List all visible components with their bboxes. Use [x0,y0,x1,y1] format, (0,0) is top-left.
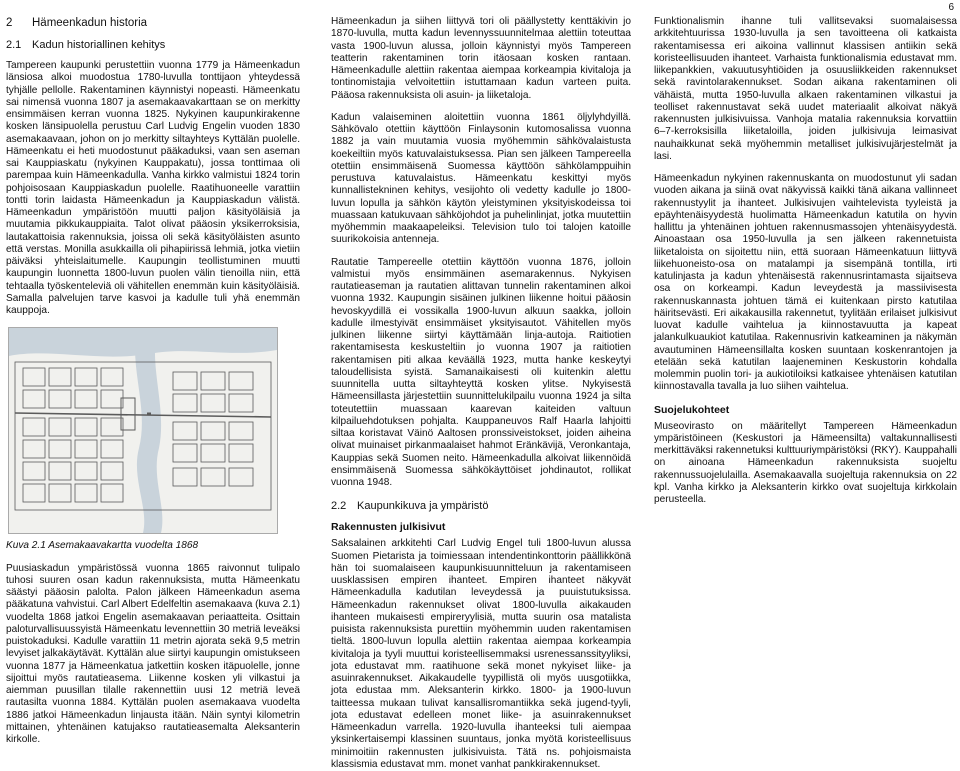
text-column-1 [6,16,300,747]
town-plan-map-drawing [9,328,277,533]
heading-main-number: 2 [6,17,13,29]
heading-section-2-2-number: 2.2 [331,500,347,513]
heading-section-2-2 [331,499,631,513]
paragraph: Hämeenkadun ja siihen liittyvä tori oli päällystetty kenttäkivin jo 1870-luvulla, mutta kadun levennyssuunnitelmaa alettiin toteuttaa vasta 1900-luvun alussa, jolloin käynnistyi myös Tampereen teatterin rakentaminen torin itäosaan kosken rantaan. Hämeenkadulle alettiin rakentaa aiempaa korkeampia kivitaloja ja tontinomistajia velvoitettiin istuttamaan kadun varteen puita. Pääosa rakennuksista oli asuin- ja liiketaloja. [331,16,631,101]
heading-section-2-2-title: Kaupunkikuva ja ympäristö [357,500,489,513]
paragraph: Hämeenkadun nykyinen rakennuskanta on muodostunut yli sadan vuoden aikana ja siinä ovat näkyvissä kaikki tänä aikana vallinneet rakennustyylit ja ihanteet. Julkisivujen vaihtelevista tyyleistä ja epäyhtenäisyydestä huolimatta Hämeenkadun katutila on hyvin hallittu ja yhtenäinen johtuen rakennusmassojen yhtenäisyydestä. Ainoastaan osa 1950-luvulla ja sen jälkeen rakennetuista liiketaloista on sijoitettu niin, että suoraan Hämeenkatuun liittyvä liikehuoneisto-osa on matalampi ja sisempänä tontilla, irti katulinjasta ja kadun yhtenäisestä rakennusrintamasta sijaitseva osa on korkeampi. Kadun leveydestä ja massiivisesta rakennuskannasta johtuen tämä ei kuitenkaan pirsto katutilaa häiritsevästi. Eri aikakausilla rakennetut, tyylitään erilaiset julkisivut luovat kadulle vaihtelua ja kiinnostavuutta ja kapeat jalankulkuaukiot katutilaa. Rakennusrivin katkeaminen ja näkymän avautuminen Hämeensillalta kosken suuntaan koskenrantojen ja etelään sekä katutilan laajeneminen Keskustorin kohdalla molemmin puolin tori- ja aukiotiloiksi katkaisee yhtenäisen katutilan kiinnostavalla tavalla ja luo siihen vaihtelua. [654,173,957,393]
paragraph: Saksalainen arkkitehti Carl Ludvig Engel tuli 1800-luvun alussa Suomen Pietarista ja toimiessaan intendentinkonttorin päällikkönä hän toi suomalaiseen kaupunkisuunnitteluun ja rakentamiseen uusklassisen empiren ihanteet. Empiren ihanteet näkyvät Hämeenkadulla kadutilan leveydessä ja puuistutuksissa. Hämeenkadun rakennukset olivat 1800-luvulla aikakauden ihanteen mukaisesti empireryylisiä, mutta suurin osa matalista puisista rakennuksista purettiin myöhemmin uuden rakentamisen tieltä. 1800-luvun lopulla alettiin rakentaa aiempaa korkeampia kivitaloja ja tyyli muuttui koristeellisemmaksi usrenessanssityyliksi, jota edustavat mm. raatihuone sekä monet nykyiset liike- ja asuinrakennukset. Aikakaudelle tyypillistä oli myös uusgotiikka, jota edustaa mm. Aleksanterin kirkko. 1800- ja 1900-luvun taitteessa mukaan tulivat kansallisromantiikka sekä jugend-tyyli, jota edustavat edelleen monet liike- ja asuinrakennukset Hämeenkadun varrella. 1920-luvulla ihanteeksi tuli aiempaa yksinkertaisempi klassinen suuntaus, jonka myötä koristeellisuus minimoitiin rakennusten julkisivuista. Tätä ns. pohjoismaista klassismia edustavat mm. monet vanhat pankkirakennukset. [331,538,631,770]
heading-facades: Rakennusten julkisivut [331,521,446,534]
heading-main-title: Hämeenkadun historia [32,17,148,29]
town-plan-map-image [8,327,278,534]
text-column-3 [654,16,957,747]
heading-main [6,16,300,30]
paragraph: Museovirasto on määritellyt Tampereen Hämeenkadun ympäristöineen (Keskustori ja Hämeensilta) valtakunnallisesti merkittäväksi rakennetuksi kulttuuriympäristöksi (RKY). Kauppahalli on ainoana Hämeenkadun rakennuksista suojeltu rakennussuojelulailla. Asemakaavalla suojeltuja rakennuksia on 22 kpl. Vanha kirkko ja Aleksanterin kirkko ovat suojeltuja kirkkolain perusteella. [654,420,957,505]
paragraph: Rautatie Tampereelle otettiin käyttöön vuonna 1876, jolloin valmistui myös ensimmäinen asemarakennus. Nykyisen rautatieaseman ja rautatien alittavan tunnelin rakentaminen alkoi vuonna 1932. Kaupungin sisäinen julkinen liikenne hoitui pääosin hevoskyydillä ei vossikalla 1900-luvun alkuun saakka, jolloin kadulle ilmestyivät ensimmäiset yksityisautot. Vähitellen myös julkinen liikenne siirtyi käyttämään linja-autoja. Raitiotien rakentamisesta keskusteltiin jo vuonna 1907 ja raitiotien rakentamisen piti alkaa keväällä 1923, mutta hanke keskeytyi taloudellisista syistä. Samanaikaisesti oli kuitenkin alettu suunnitella uutta siltayhteyttä kosken ylitse. Nykyisestä Hämeensillasta järjestettiin suunnittelukilpailu vuonna 1924 ja silta toteutettiin muassaan kaarevan kaiteiden valtuun kilpailuehdotuksen pohjalta. Kauppaneuvos Ralf Haarla lahjoitti siltaa koristavat Väinö Aaltosen pronssiveistokset, joiden aiheina olivat muinaiset pirkanmaalaiset hahmot Eränkävijä, Veronkantaja, Kauppias sekä Suomen neito. Hämeenkadulla alkoivat liikennöidä ensimmäisenä Suomessa sähkökäyttöiset johdinautot, rollikat vuonna 1948. [331,256,631,488]
heading-section-2-1-number: 2.1 [6,39,22,51]
paragraph: Funktionalismin ihanne tuli vallitsevaksi suomalaisessa arkkitehtuurissa 1930-luvulla ja sen tavoitteena oli katkaista rakentamisessa eri aikoina vallinnut klassisen antiikin sekä koristeellisuuden ihanteet. Varhaista funktionalismia edustavat mm. liikepankkien, vakuutusyhtiöiden ja osuusliikkeiden rakennukset sekä ravintolarakennukset. Sodan aikana rakentaminen oli vähäistä, mutta 1950-luvulla alkaen rakentaminen vilkastui ja teolliset rakennustavat sekä uudet materiaalit alkoivat näkyä rakennusten julkisivuissa. Vanhoja mataIia rakennuksia korvattiin 6–7-kerroksisilla liiketaloilla, joiden julkisivuja leimasivat nauhaikkunat sekä myöhemmin metalliset julkisivujärjestelmät ja lasi. [654,16,957,162]
text-column-2 [331,16,631,770]
paragraph: Tampereen kaupunki perustettiin vuonna 1779 ja Hämeenkadun länsiosa alkoi muodostua 1780-luvulla tonttijaon yhteydessä tyhjälle pellolle. Rakentaminen käynnistyi nopeasti. Hämeenkatu sai nimensä vuonna 1807 ja asemakaavakarttaan se on merkitty ensimmäisen kerran vuonna 1825. Nykyinen kaupunkirakenne kosken länsipuolella perustuu Carl Ludvig Engelin vuoden 1830 asemakaavaan, johon on jo merkitty siltayhteys Kyttälän puolelle. Hämeenkatu ei heti muodostunut pääkaduksi, vaan sen aseman sai Kauppiaskatu (nykyinen Kauppakatu), jossa tonttimaa oli parempaa kuin Hämeenkadulla. Vanha kirkko valmistui 1824 torin pohjoisosaan Kauppiaskadun puolelle. Raatihuoneelle varattiin tontti torin laidasta Hämeenkadun ja Kauppiaskadun välistä. Hämeenkadun ympäristöön muutti paljon käsityöläisiä ja muutamia pikkukauppiaita. Talot olivat pääosin yksikerroksisia, lautakattoisia rakennuksia, joissa oli sekä käsityöläisten asunto että verstas. Monilla asukkailla oli pihapiirissä lehmiä, jotka vietiin päiväksi yhteislaitumelle. Kaupungin teollistuminen muutti kaupungin luonnetta 1800-luvun puolen välin tienoilla niin, että tehtaalla työskenteleviä oli vähitellen enemmän kuin käsityöläisiä. Samalla palvelujen tarve kasvoi ja kadulle tuli yhä enemmän kauppoja. [6,60,300,316]
heading-protected-sites: Suojelukohteet [654,403,730,416]
paragraph: Kadun valaiseminen aloitettiin vuonna 1861 öljylyhdyillä. Sähkövalo otettiin käyttöön Finlaysonin kutomosalissa vuonna 1882 ja vain muutamia vuosia myöhemmin sähkövalaistusta koekeiltiin myös katuvalaistuksessa. Pian sen jälkeen Tampereella otettiin ensimmäisenä Suomessa käyttöön sähkölamppuihin perustuva katuvalaistus. Hämeenkatu keskittyi myös kunnallistekninen kehitys, vesijohto oli vedetty kadulle jo 1800-luvun lopulla ja sähkön käytön yleistyminen yksityiskodeissa toi muassaan katukuvaan sähköjohdot ja puhelinlinjat, jotka muutettiin myöhemmin maakaapeleiksi. Television tulo toi talojen katoille suurikokoisia antenneja. [331,111,631,246]
heading-section-2-1-title: Kadun historiallinen kehitys [32,39,166,51]
paragraph: Puusiaskadun ympäristössä vuonna 1865 raivonnut tulipalo tuhosi suuren osan kadun rakennuksista, mutta Hämeenkatu säästyi pääosin palolta. Palon jälkeen Hämeenkadun asema pääkatuna vahvistui. Carl Albert Edelfeltin asemakaava (kuva 2.1) vuodelta 1868 jatkoi Engelin asemakaavan periaatteita. Osittain paloturvallisuussyistä Hämeenkatu levennettiin 30 metriä leveäksi puistokaduksi. Kadulle varattiin 11 metrin ajorata sekä 9,5 metrin levyiset jalkakäytävät. Kyttälän alue siirtyi kaupungin omistukseen vuonna 1877 ja Hämeenkatua jatkettiin kosken itäpuolelle, jonne sijoittui myös rautatieasema. Liikenne kosken yli vilkastui ja aiemman puusillan tilalle rakennettiin uusi 12 metriä leveä rautasilta vuonna 1884. Kyttälän puolen asemakaava vuodelta 1886 jatkoi Hämeenkadun linjausta itään. Näin syntyi kilometrin mittainen, yhtenäinen katujakso rautatieasemalta Aleksanterin kirkolle. [6,562,300,745]
figure-caption: Kuva 2.1 Asemakaavakartta vuodelta 1868 [6,540,199,552]
heading-section-2-1 [6,38,300,52]
page-number: 6 [948,2,954,13]
